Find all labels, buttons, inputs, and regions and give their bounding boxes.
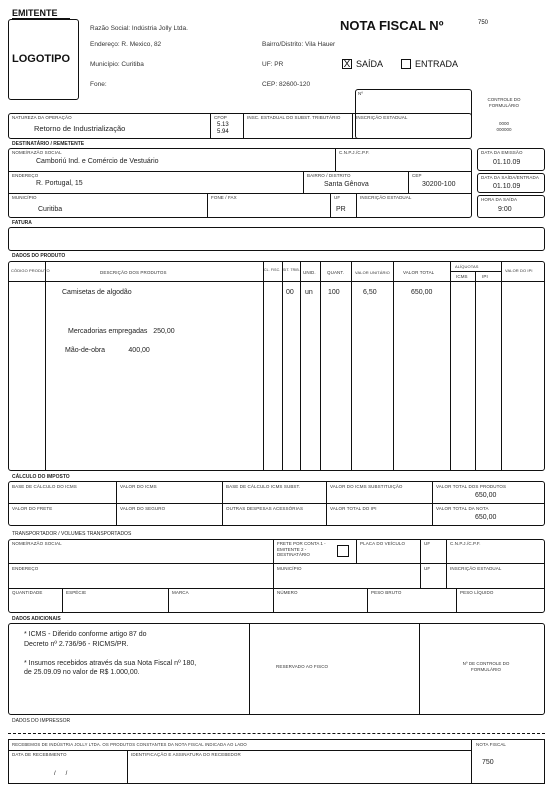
produtos-section: DADOS DO PRODUTO [12,253,66,259]
adicionais-text [24,630,196,678]
col-total: VALOR TOTAL [403,270,435,275]
col-descricao: DESCRIÇÃO DOS PRODUTOS [100,270,167,275]
controle-formulario: Nº DE CONTROLE DO FORMULÁRIO [462,661,510,672]
cfop-label: CFOP [214,115,227,120]
row-quant: 100 [328,289,340,296]
imp-seguro: VALOR DO SEGURO [120,506,166,511]
logo-box [8,19,79,100]
emissao-value: 01.10.09 [493,159,521,166]
recebemos-text: RECEBEMOS DE INDÚSTRIA JOLLY LTDA. OS PRODUTOS CONSTANTES DA NOTA FISCAL INDICADA AO LADO [12,742,247,747]
col-unid: UNID. [303,270,316,275]
tr-marca-label: MARCA [172,590,189,595]
imp-frete: VALOR DO FRETE [12,506,53,511]
controle-line-2: FORMULÁRIO [488,103,519,108]
frete-checkbox[interactable] [337,545,349,557]
nota-title: NOTA FISCAL Nº [340,18,444,33]
transportador-section: TRANSPORTADOR / VOLUMES TRANSPORTADOS [12,531,132,537]
col-sittrib: SIT. TRIB. [283,268,300,272]
tr-quantidade-label: QUANTIDADE [12,590,43,595]
imp-valor-icms: VALOR DO ICMS [120,484,157,489]
emitente-razao: Razão Social: Indústria Jolly Ltda. [90,25,188,32]
tr-liquido-label: PESO LÍQUIDO [460,590,494,595]
controle-text [480,97,528,133]
dest-ie-label: INSCRIÇÃO ESTADUAL [360,195,412,200]
imp-base-subst: BASE DE CÁLCULO ICMS SUBST. [226,484,301,489]
adic-line-3 [24,649,196,659]
adic-line-1: * ICMS - Diferido conforme artigo 87 do [24,631,147,638]
col-aliquotas: ALÍQUOTAS [455,264,479,269]
imp-total-produtos: 650,00 [475,492,497,499]
col-valor-ipi: VALOR DO IPI [505,268,533,273]
row-sit: 00 [286,289,294,296]
emitente-uf: UF: PR [262,61,284,68]
tr-cnpj-label: C.N.P.J./C.P.F. [450,541,481,546]
entrada-checkbox[interactable] [401,59,411,69]
tear-line [8,733,545,734]
dest-cnpj-label: C.N.P.J./C.P.F. [339,150,370,155]
dest-fone-label: FONE / FAX [211,195,237,200]
saida-data-value: 01.10.09 [493,183,521,190]
canhoto-date-sep: / / [54,771,68,777]
dest-endereco-value: R. Portugal, 15 [36,180,83,187]
imp-total-ipi: VALOR TOTAL DO IPI [330,506,377,511]
emitente-cep: CEP: 82600-120 [262,81,311,88]
dest-endereco-label: ENDEREÇO [12,173,39,178]
dest-bairro-value: Santa Gênova [324,181,369,188]
adic-line-2: Decreto nº 2.736/96 - RICMS/PR. [24,640,129,648]
saida-label: SAÍDA [356,59,384,69]
controle-line-5: 000000 [496,127,512,132]
cfop-1: 5.13 [217,122,229,128]
nota-number: 750 [478,20,489,26]
imp-base-icms: BASE DE CÁLCULO DO ICMS [12,484,77,489]
ie-sub-label: INSC. ESTADUAL DO SUBST. TRIBUTÁRIO [247,115,341,120]
dest-uf-label: UF [334,195,341,200]
hora-label: HORA DA SAÍDA [481,197,518,202]
logo: LOGOTIPO [12,53,71,65]
imp-total-nota-label: VALOR TOTAL DA NOTA [436,506,489,511]
dest-nome-value: Camboriú Ind. e Comércio de Vestuário [36,158,159,165]
natureza-value: Retorno de Industrialização [34,124,126,133]
imp-outras: OUTRAS DESPESAS ACESSÓRIAS [226,506,304,511]
row-descricao: Camisetas de algodão [62,289,132,296]
col-ipi: IPI [482,274,488,279]
impostos-section: CÁLCULO DO IMPOSTO [12,474,70,480]
tr-frete-label: FRETE POR CONTA 1 - EMITENTE 2 - DESTINATÁRIO [277,541,326,557]
emitente-bairro: Bairro/Distrito: Vila Hauer [262,41,336,48]
canhoto-nf-number: 750 [482,759,494,766]
saida-data-label: DATA DA SAÍDA/ENTRADA [481,175,539,180]
imp-total-nota: 650,00 [475,514,497,521]
hora-value: 9:00 [498,206,512,213]
col-icms: ICMS [456,274,468,279]
dest-cep-value: 30200-100 [422,181,456,188]
tr-uf-label: UF [424,541,431,546]
dest-municipio-label: MUNICÍPIO [12,195,37,200]
col-clfisc: CL. FISC. [264,268,281,272]
tr-municipio-label: MUNICÍPIO [277,566,302,571]
row-total: 650,00 [411,289,433,296]
row-unid: un [305,289,313,296]
nota-n-label: Nº [358,91,364,96]
tr-especie-label: ESPÉCIE [66,590,87,595]
controle-line-1: CONTROLE DO [487,97,521,102]
col-quant: QUANT. [327,270,345,275]
canhoto-data-label: DATA DE RECEBIMENTO [12,752,67,757]
natureza-label: NATUREZA DA OPERAÇÃO [12,115,72,120]
note-mercadorias: Mercadorias empregadas 250,00 [68,328,175,335]
adicionais-section: DADOS ADICIONAIS [12,616,61,622]
cfop-2: 5.94 [217,129,229,135]
imp-total-produtos-label: VALOR TOTAL DOS PRODUTOS [436,484,507,489]
entrada-label: ENTRADA [415,59,459,69]
tr-bruto-label: PESO BRUTO [371,590,402,595]
tr-numero-label: NÚMERO [277,590,298,595]
canhoto-assinatura-label: IDENTIFICAÇÃO E ASSINATURA DO RECEBEDOR [131,752,241,757]
col-unitario: VALOR UNITÁRIO [355,270,390,275]
tr-uf2-label: UF [424,566,431,571]
fatura-section: FATURA [12,220,32,226]
row-unit: 6,50 [363,289,377,296]
emitente-endereco: Endereço: R. Mexico, 82 [90,41,162,48]
saida-checkbox[interactable]: X [343,59,351,70]
canhoto-nf-label: NOTA FISCAL [476,742,507,747]
controle-line-4: 0000 [498,121,509,126]
dest-nome-label: NOME/RAZÃO SOCIAL [12,150,62,155]
note-maodeobra: Mão-de-obra 400,00 [65,347,150,354]
emitente-municipio: Município: Curitiba [90,61,144,68]
emitente-title: EMITENTE [12,8,70,19]
dest-bairro-label: BAIRRO / DISTRITO [307,173,351,178]
tr-ie-label: INSCRIÇÃO ESTADUAL [450,566,502,571]
col-codigo: CÓDIGO PRODUTO [11,268,50,273]
imp-valor-subst: VALOR DO ICMS SUBSTITUIÇÃO [330,484,403,489]
ie-label: INSCRIÇÃO ESTADUAL [356,115,408,120]
dest-municipio-value: Curitiba [38,206,63,213]
fatura-box [8,227,545,251]
tr-nome-label: NOME/RAZÃO SOCIAL [12,541,62,546]
adic-line-5: de 25.09.09 no valor de R$ 1.000,00. [24,669,140,676]
reservado-fisco: RESERVADO AO FISCO [276,664,329,669]
destinatario-section: DESTINATÁRIO / REMETENTE [12,141,85,147]
dest-cep-label: CEP [412,173,422,178]
adic-line-4: * Insumos recebidos através da sua Nota Fiscal nº 180, [24,659,197,667]
tr-endereco-label: ENDEREÇO [12,566,39,571]
dest-uf-value: PR [336,206,346,213]
emissao-label: DATA DA EMISSÃO [481,150,523,155]
emitente-fone: Fone: [90,81,107,88]
impressor-section: DADOS DO IMPRESSOR [12,718,71,724]
tr-placa-label: PLACA DO VEÍCULO [360,541,406,546]
